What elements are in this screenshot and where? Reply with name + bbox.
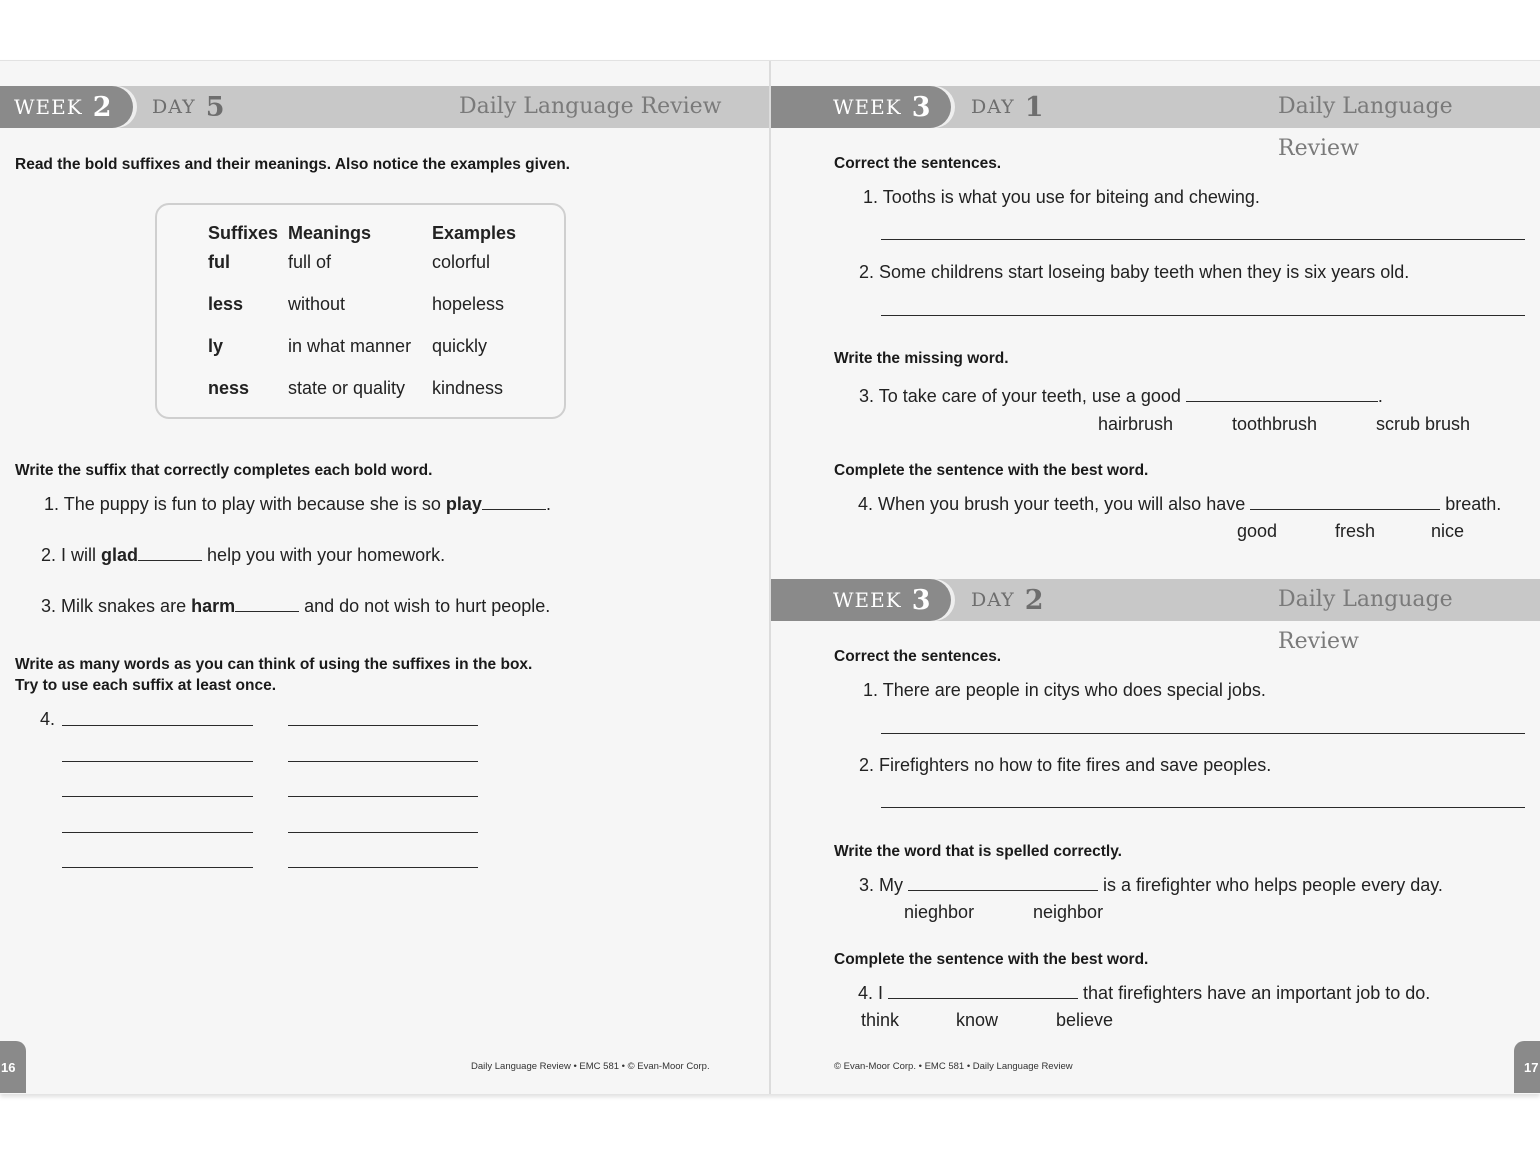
answer-blank[interactable] [908, 890, 1098, 891]
week2-day5-header [0, 86, 769, 128]
workbook-spread [0, 60, 1540, 1094]
word-line[interactable] [62, 832, 253, 833]
d1-question-4: 4. When you brush your teeth, you will also have breath. [858, 494, 1502, 514]
d1-question-3: 3. To take care of your teeth, use a good . [859, 386, 1383, 406]
day-number: 1 [1024, 91, 1044, 123]
week-number: 3 [911, 91, 931, 123]
d1-question-2: 2. Some childrens start loseing baby teeth when they is six years old. [859, 262, 1410, 282]
week-number: 2 [92, 91, 112, 123]
example-cell: hopeless [432, 294, 505, 314]
page-number-tab [1514, 1041, 1540, 1093]
day-tab [152, 86, 225, 128]
word-line[interactable] [288, 796, 478, 797]
choice-option[interactable]: scrub brush [1376, 414, 1471, 434]
header-title: Daily Language Review [459, 94, 722, 119]
word-line[interactable] [288, 867, 478, 868]
choice-option[interactable]: nieghbor [904, 902, 975, 922]
d2-question-3: 3. My is a firefighter who helps people every day. [859, 875, 1443, 895]
answer-line[interactable] [881, 315, 1525, 316]
week-tab [0, 86, 133, 128]
choice-option[interactable]: hairbrush [1098, 414, 1174, 434]
day-label: DAY [971, 589, 1015, 611]
word-line[interactable] [288, 761, 478, 762]
week-number: 3 [911, 584, 931, 616]
choice-option[interactable]: know [956, 1010, 999, 1030]
left-page [0, 61, 769, 1094]
choice-option[interactable]: believe [1056, 1010, 1114, 1030]
choice-option[interactable]: think [861, 1010, 900, 1030]
question-1: 1. The puppy is fun to play with because she is so play . [44, 494, 551, 514]
day-label: DAY [971, 96, 1015, 118]
header-title: Daily Language Review [1278, 94, 1453, 161]
meaning-cell: without [288, 294, 346, 314]
d2-question-1: 1. There are people in citys who does special jobs. [863, 680, 1266, 700]
instruction-best-word: Complete the sentence with the best word. [834, 951, 1149, 968]
instruction-complete-suffix: Write the suffix that correctly completes each bold word. [15, 462, 433, 479]
right-page [771, 61, 1540, 1094]
instruction-spelled-correctly: Write the word that is spelled correctly. [834, 843, 1122, 860]
answer-line[interactable] [881, 807, 1525, 808]
instruction-best-word: Complete the sentence with the best word. [834, 462, 1149, 479]
meaning-cell: state or quality [288, 378, 406, 398]
question-2: 2. I will glad help you with your homework. [41, 545, 446, 565]
d2-question-2: 2. Firefighters no how to fite fires and save peoples. [859, 755, 1272, 775]
day-tab [971, 86, 1044, 128]
page-number: 17 [1524, 1059, 1539, 1075]
word-line[interactable] [288, 832, 478, 833]
week3-day2-header [771, 579, 1540, 654]
example-cell: colorful [432, 252, 491, 272]
question-4-number: 4. [40, 709, 56, 729]
day-number: 5 [205, 91, 225, 123]
answer-blank[interactable] [138, 560, 202, 561]
week3-day1-header [771, 86, 1540, 161]
table-header-meanings: Meanings [288, 223, 372, 243]
footer-credit: © Evan-Moor Corp. • EMC 581 • Daily Language Review [834, 1061, 1073, 1072]
page-number-tab [0, 1041, 26, 1093]
week-tab [771, 86, 951, 128]
choice-option[interactable]: nice [1431, 521, 1465, 541]
day-tab [971, 579, 1044, 621]
answer-blank[interactable] [482, 509, 546, 510]
week-label: WEEK [833, 95, 902, 119]
page-number: 16 [1, 1059, 16, 1075]
suffix-cell: ful [208, 252, 230, 272]
week-tab [771, 579, 951, 621]
word-line[interactable] [62, 761, 253, 762]
day-number: 2 [1024, 584, 1044, 616]
answer-line[interactable] [881, 733, 1525, 734]
suffix-cell: less [208, 294, 244, 314]
word-line[interactable] [62, 725, 253, 726]
meaning-cell: full of [288, 252, 332, 272]
day-label: DAY [152, 96, 196, 118]
choice-option[interactable]: toothbrush [1232, 414, 1318, 434]
answer-blank[interactable] [888, 998, 1078, 999]
instruction-write-words: Write as many words as you can think of using the suffixes in the box. [15, 656, 533, 673]
week-label: WEEK [833, 588, 902, 612]
choice-option[interactable]: fresh [1335, 521, 1376, 541]
word-line[interactable] [62, 867, 253, 868]
answer-blank[interactable] [235, 611, 299, 612]
suffix-cell: ness [208, 378, 250, 398]
header-title: Daily Language Review [1278, 587, 1453, 654]
week-label: WEEK [14, 95, 83, 119]
footer-credit: Daily Language Review • EMC 581 • © Evan-Moor Corp. [471, 1061, 710, 1072]
meaning-cell: in what manner [288, 336, 412, 356]
choice-option[interactable]: neighbor [1033, 902, 1104, 922]
instruction-correct: Correct the sentences. [834, 155, 1002, 172]
instruction-each-suffix: Try to use each suffix at least once. [15, 677, 277, 694]
d1-question-1: 1. Tooths is what you use for biteing and chewing. [863, 187, 1260, 207]
word-line[interactable] [288, 725, 478, 726]
word-line[interactable] [62, 796, 253, 797]
instruction-missing-word: Write the missing word. [834, 350, 1009, 367]
answer-blank[interactable] [1250, 509, 1440, 510]
d2-question-4: 4. I that firefighters have an important job to do. [858, 983, 1431, 1003]
table-header-examples: Examples [432, 223, 517, 243]
example-cell: quickly [432, 336, 488, 356]
suffix-cell: ly [208, 336, 224, 356]
table-header-suffixes: Suffixes [208, 223, 279, 243]
instruction-suffixes: Read the bold suffixes and their meanings. Also notice the examples given. [15, 156, 570, 173]
answer-line[interactable] [881, 239, 1525, 240]
choice-option[interactable]: good [1237, 521, 1278, 541]
instruction-correct: Correct the sentences. [834, 648, 1002, 665]
example-cell: kindness [432, 378, 504, 398]
question-3: 3. Milk snakes are harm and do not wish to hurt people. [41, 596, 551, 616]
answer-blank[interactable] [1186, 401, 1378, 402]
